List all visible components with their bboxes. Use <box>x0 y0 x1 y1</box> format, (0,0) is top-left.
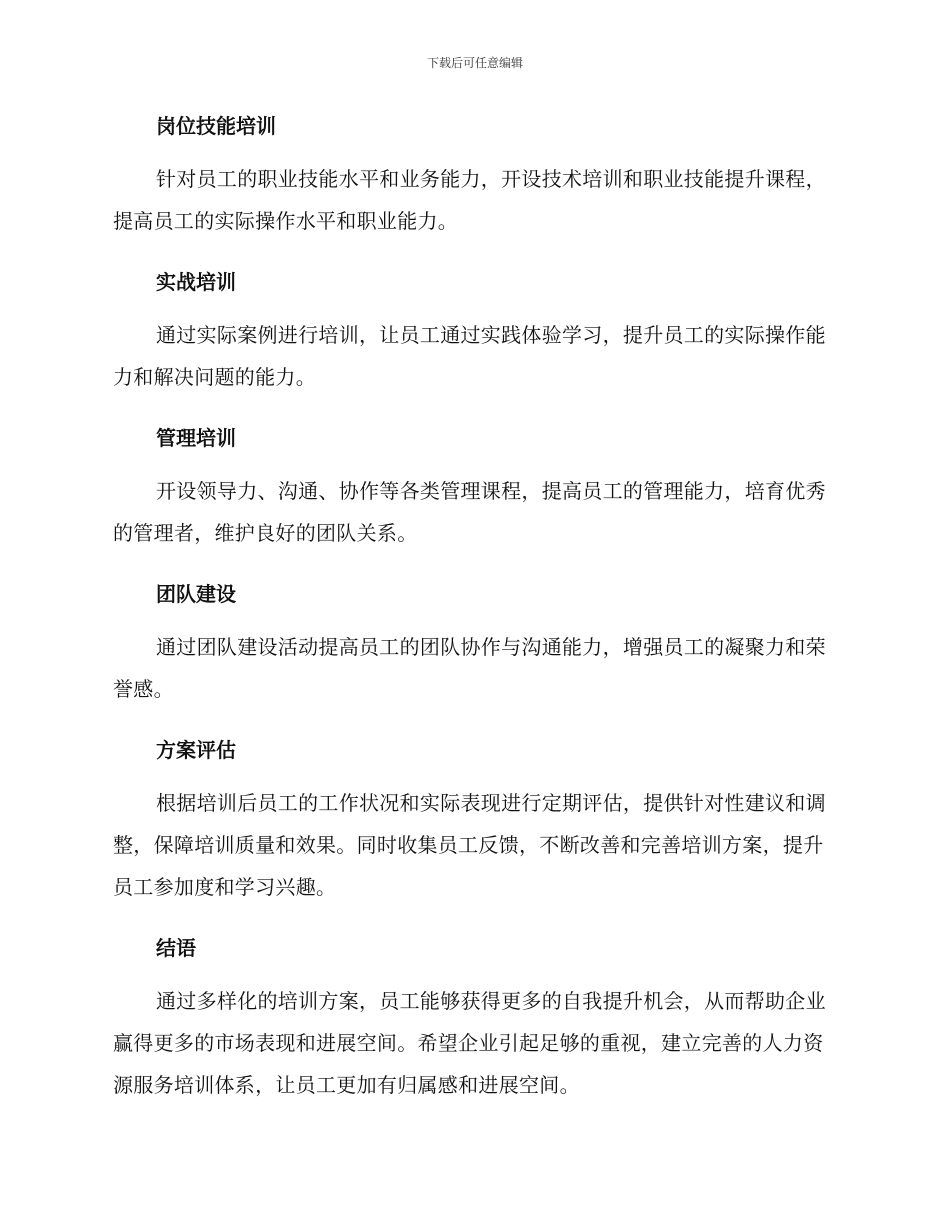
section-title-job-skills: 岗位技能培训 <box>156 114 276 138</box>
section-body-management-training: 开设领导力、沟通、协作等各类管理课程，提高员工的管理能力，培育优秀的管理者，维护良好的团队关系。 <box>113 479 826 545</box>
section-body-job-skills: 针对员工的职业技能水平和业务能力，开设技术培训和职业技能提升课程，提高员工的实际操作水平和职业能力。 <box>113 167 826 233</box>
section-title-conclusion: 结语 <box>156 936 196 960</box>
section-title-plan-evaluation: 方案评估 <box>156 738 236 762</box>
section-title-management-training: 管理培训 <box>156 426 236 450</box>
section-body-practical-training: 通过实际案例进行培训，让员工通过实践体验学习，提升员工的实际操作能力和解决问题的能力。 <box>113 323 826 389</box>
section-body-conclusion: 通过多样化的培训方案，员工能够获得更多的自我提升机会，从而帮助企业赢得更多的市场表现和进展空间。希望企业引起足够的重视，建立完善的人力资源服务培训体系，让员工更加有归属感和进展空间。 <box>113 989 826 1097</box>
section-title-team-building: 团队建设 <box>156 582 236 606</box>
header-note: 下载后可任意编辑 <box>426 56 523 70</box>
section-body-team-building: 通过团队建设活动提高员工的团队协作与沟通能力，增强员工的凝聚力和荣誉感。 <box>113 635 826 701</box>
section-title-practical-training: 实战培训 <box>156 270 236 294</box>
document-content <box>113 108 833 1128</box>
section-body-plan-evaluation: 根据培训后员工的工作状况和实际表现进行定期评估，提供针对性建议和调整，保障培训质量和效果。同时收集员工反馈，不断改善和完善培训方案，提升员工参加度和学习兴趣。 <box>113 791 826 899</box>
